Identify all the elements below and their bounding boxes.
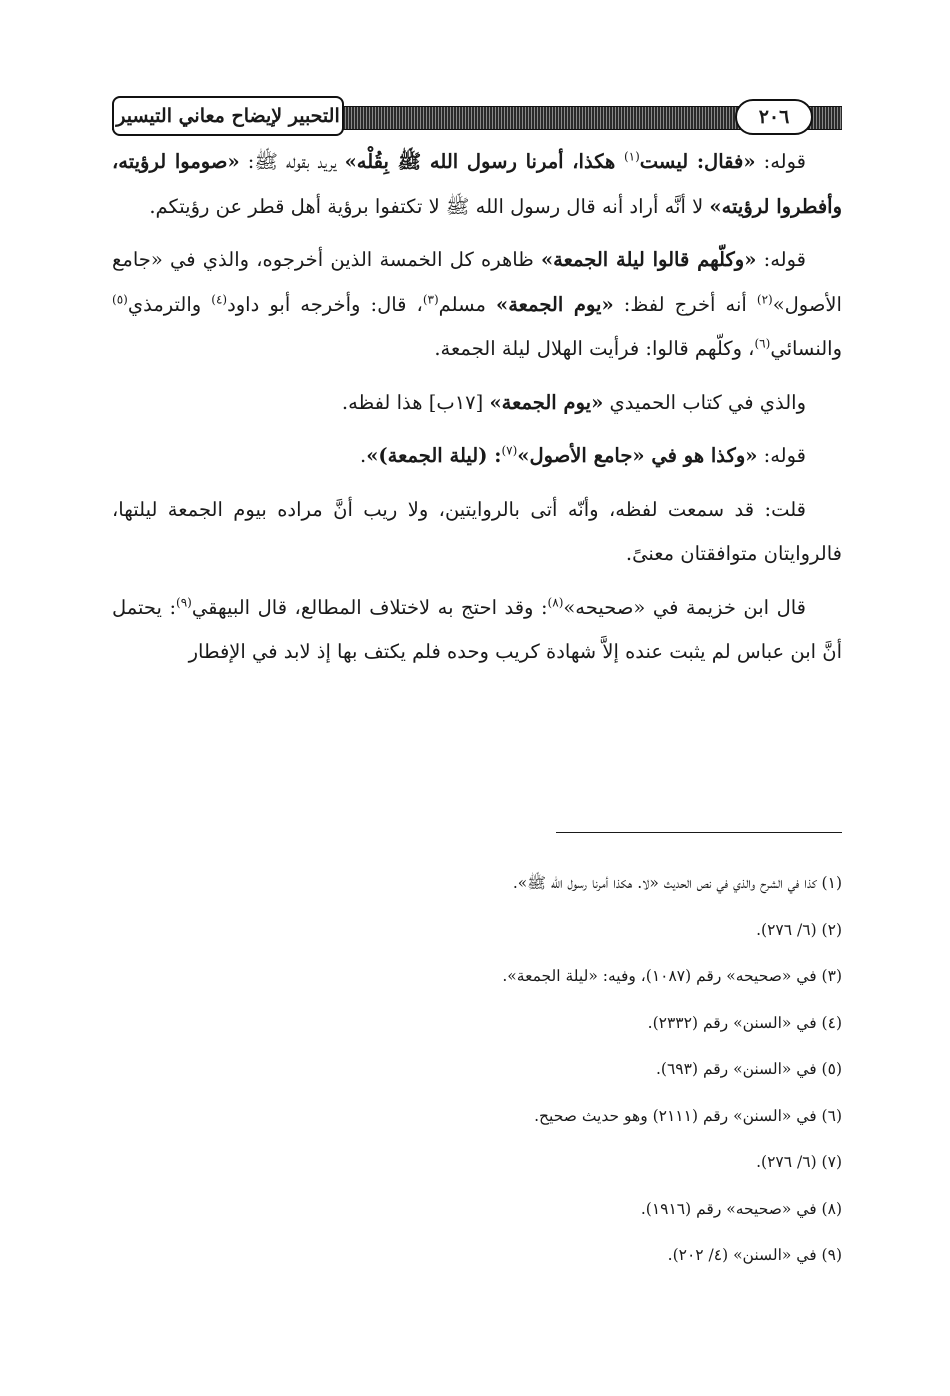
footnote-2: (٢) (٦/ ٢٧٦). [756, 920, 842, 939]
text-run: ظاهره كل الخمسة الذين أخرجوه، والذي في «جامع الأصول» [112, 248, 842, 316]
footnote-ref: (٥) [112, 292, 128, 306]
text-run: أنه أخرج لفظ: [613, 292, 757, 316]
quoted-hadith: : (ليلة الجمعة)» [366, 444, 502, 467]
text-run: مسلم [438, 292, 496, 316]
footnote-5: (٥) في «السنن» رقم (٦٩٣). [656, 1060, 842, 1078]
footnote-6: (٦) في «السنن» رقم (٢١١١) وهو حديث صحيح. [534, 1106, 842, 1125]
quoted-hadith: «يوم الجمعة» [489, 390, 604, 414]
footnote-separator [556, 832, 842, 833]
quoted-hadith: «وكذا هو في «جامع الأصول» [517, 444, 758, 467]
footnote-1: (١) كذا في الشرح والذي في نص الحديث «لا. هكذا أمرنا رسول الله ﷺ». [512, 874, 842, 892]
footnote-8: (٨) في «صحيحه» رقم (١٩١٦). [640, 1199, 842, 1218]
text-run: قال ابن خزيمة في «صحيحه» [563, 595, 807, 619]
footnote-9: (٩) في «السنن» (٤/ ٢٠٢). [667, 1246, 842, 1264]
text-run: [١٧ب] هذا لفظه. [341, 390, 490, 414]
footnote-ref: (٨) [547, 595, 564, 609]
paragraph-5 [112, 488, 842, 577]
text-run: قوله: [757, 444, 806, 467]
text-run: والذي في كتاب الحميدي [603, 390, 806, 414]
text-run: والنسائي [770, 337, 842, 360]
paragraph-3 [112, 381, 842, 426]
footnote-ref: (١) [623, 149, 640, 164]
paragraph-4 [112, 434, 842, 479]
text-run: ، وكلّهم قالوا: فرأيت الهلال ليلة الجمعة. [434, 337, 755, 360]
text-run: قوله: [756, 248, 806, 271]
quoted-hadith: «صوموا لرؤيته، وأفطروا لرؤيته» [112, 150, 842, 218]
book-title: التحبير لإيضاح معاني التيسير [112, 96, 344, 136]
footnote-ref: (٩) [176, 595, 192, 609]
text-run: والترمذي [127, 292, 212, 316]
text-run: قلت: قد سمعت لفظه، وأنّه أتى بالروايتين، ولا ريب أنَّ مراده بيوم الجمعة ليلتها، فالروايتان متوافقتان معنىً. [112, 497, 842, 565]
text-run: : يحتمل أنَّ ابن عباس لم يثبت عنده إلاَّ شهادة كريب وحده فلم يكتف بها إذ لابد في الإفطار [112, 595, 842, 663]
quoted-hadith: هكذا، أمرنا رسول الله ﷺ بِقُلْه» [344, 150, 624, 173]
footnote-ref: (٦) [754, 336, 771, 351]
page-number: ٢٠٦ [735, 99, 813, 135]
footnote-7: (٧) (٦/ ٢٧٦). [756, 1153, 842, 1171]
paragraph-1 [112, 140, 842, 229]
text-run: لا أنَّه أراد أنه قال رسول الله ﷺ لا تكتفوا برؤية أهل قطر عن رؤيتكم. [149, 194, 710, 218]
footnotes [112, 860, 842, 1279]
footnote-3: (٣) في «صحيحه» رقم (١٠٨٧)، وفيه: «ليلة الجمعة». [502, 967, 842, 985]
quoted-hadith: «فقال: ليست [639, 150, 756, 173]
text-run: يريد بقوله ﷺ: [239, 150, 345, 173]
paragraph-6 [112, 586, 842, 675]
paragraph-2 [112, 238, 842, 372]
running-header [112, 96, 842, 140]
footnote-ref: (٣) [422, 292, 439, 306]
quoted-hadith: «يوم الجمعة» [496, 292, 614, 316]
footnote-ref: (٤) [211, 292, 228, 306]
text-run: قوله: [755, 150, 806, 173]
text-run: . [360, 444, 367, 467]
footnote-ref: (٢) [756, 292, 773, 306]
text-run: : وقد احتج به لاختلاف المطالع، قال البيهقي [191, 595, 548, 619]
main-text [112, 140, 842, 684]
text-run: ، قال: وأخرجه أبو داود [227, 292, 423, 316]
footnote-ref: (٧) [501, 443, 518, 458]
footnote-4: (٤) في «السنن» رقم (٢٣٣٢). [647, 1013, 842, 1032]
quoted-hadith: «وكلّهم قالوا ليلة الجمعة» [540, 248, 757, 271]
